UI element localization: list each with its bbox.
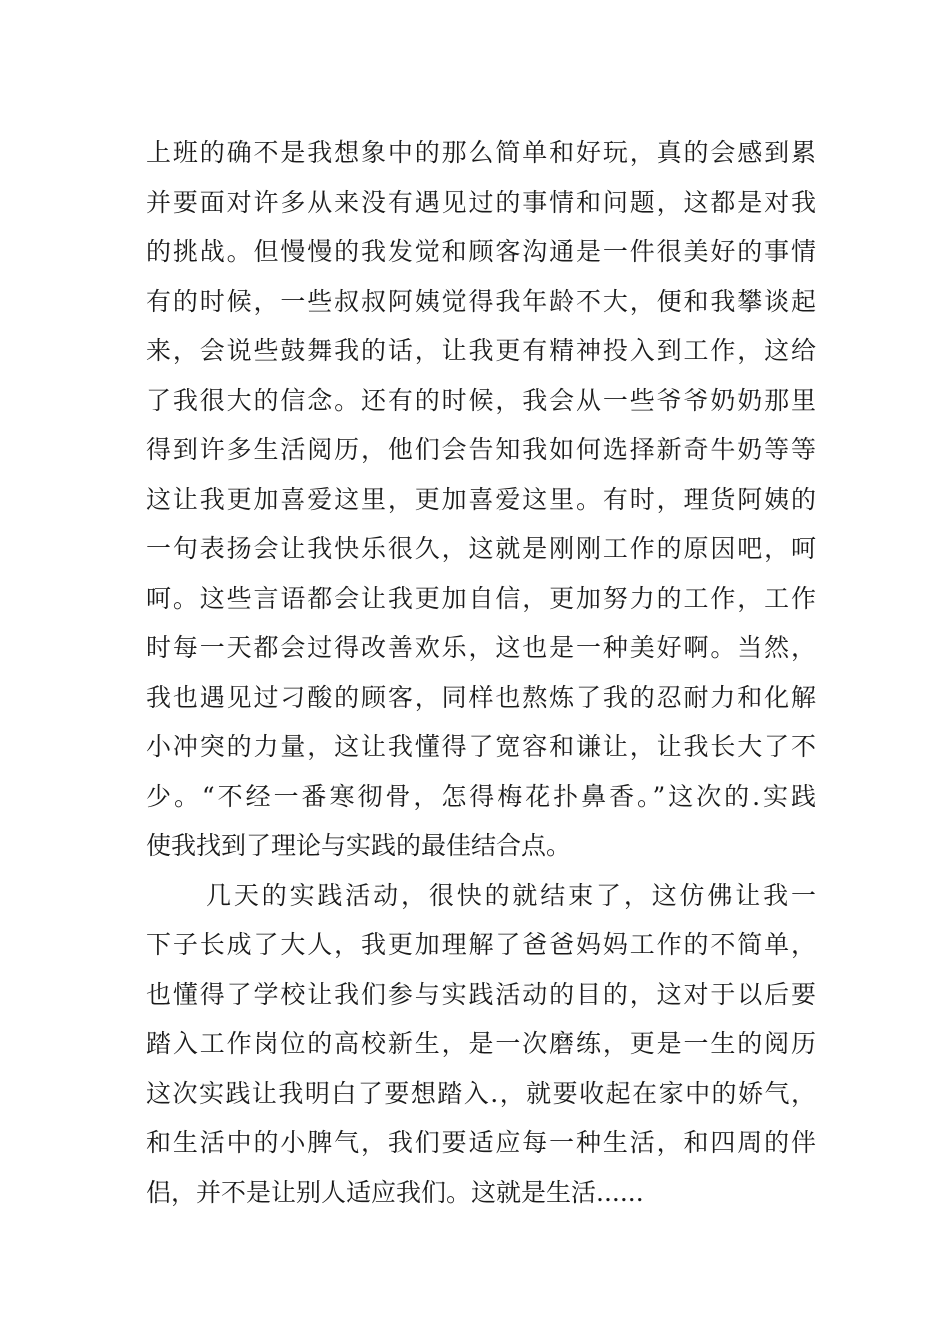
document-body (146, 128, 816, 1217)
text-line: 的挑战。但慢慢的我发觉和顾客沟通是一件很美好的事情 (146, 237, 816, 266)
text-line: 侣，并不是让别人适应我们。这就是生活...... (146, 1177, 644, 1207)
text-line: 呵。这些言语都会让我更加自信，更加努力的工作，工作 (146, 583, 816, 613)
text-line: 并要面对许多从来没有遇见过的事情和问题，这都是对我 (146, 187, 816, 217)
text-line: 踏入工作岗位的高校新生，是一次磨练，更是一生的阅历 (146, 1029, 816, 1058)
text-line: 和生活中的小脾气，我们要适应每一种生活，和四周的伴 (146, 1128, 816, 1157)
text-line: 得到许多生活阅历，他们会告知我如何选择新奇牛奶等等 (146, 435, 816, 464)
text-line: 这让我更加喜爱这里，更加喜爱这里。有时，理货阿姨的 (146, 484, 816, 514)
text-line: 我也遇见过刁酸的顾客，同样也熬炼了我的忍耐力和化解 (146, 682, 816, 712)
text-line: 使我找到了理论与实践的最佳结合点。 (146, 831, 572, 860)
paragraph-1 (146, 128, 816, 871)
text-line: 下子长成了大人，我更加理解了爸爸妈妈工作的不简单， (146, 930, 816, 959)
text-line: 也懂得了学校让我们参与实践活动的目的，这对于以后要 (146, 979, 816, 1009)
text-line: 来，会说些鼓舞我的话，让我更有精神投入到工作，这给 (146, 336, 816, 365)
text-line: 有的时候，一些叔叔阿姨觉得我年龄不大，便和我攀谈起 (146, 286, 816, 316)
text-line: 一句表扬会让我快乐很久，这就是刚刚工作的原因吧，呵 (146, 534, 816, 563)
text-line: 时每一天都会过得改善欢乐，这也是一种美好啊。当然， (146, 633, 816, 662)
text-line: 这次实践让我明白了要想踏入.，就要收起在家中的娇气， (146, 1078, 816, 1108)
text-line: 少。“不经一番寒彻骨，怎得梅花扑鼻香。”这次的.实践 (146, 781, 816, 811)
paragraph-2 (146, 871, 816, 1218)
text-line: 小冲突的力量，这让我懂得了宽容和谦让，让我长大了不 (146, 732, 816, 761)
text-line: 几天的实践活动，很快的就结束了，这仿佛让我一 (206, 880, 816, 910)
text-line: 上班的确不是我想象中的那么简单和好玩，真的会感到累 (146, 138, 816, 167)
text-line: 了我很大的信念。还有的时候，我会从一些爷爷奶奶那里 (146, 385, 816, 415)
